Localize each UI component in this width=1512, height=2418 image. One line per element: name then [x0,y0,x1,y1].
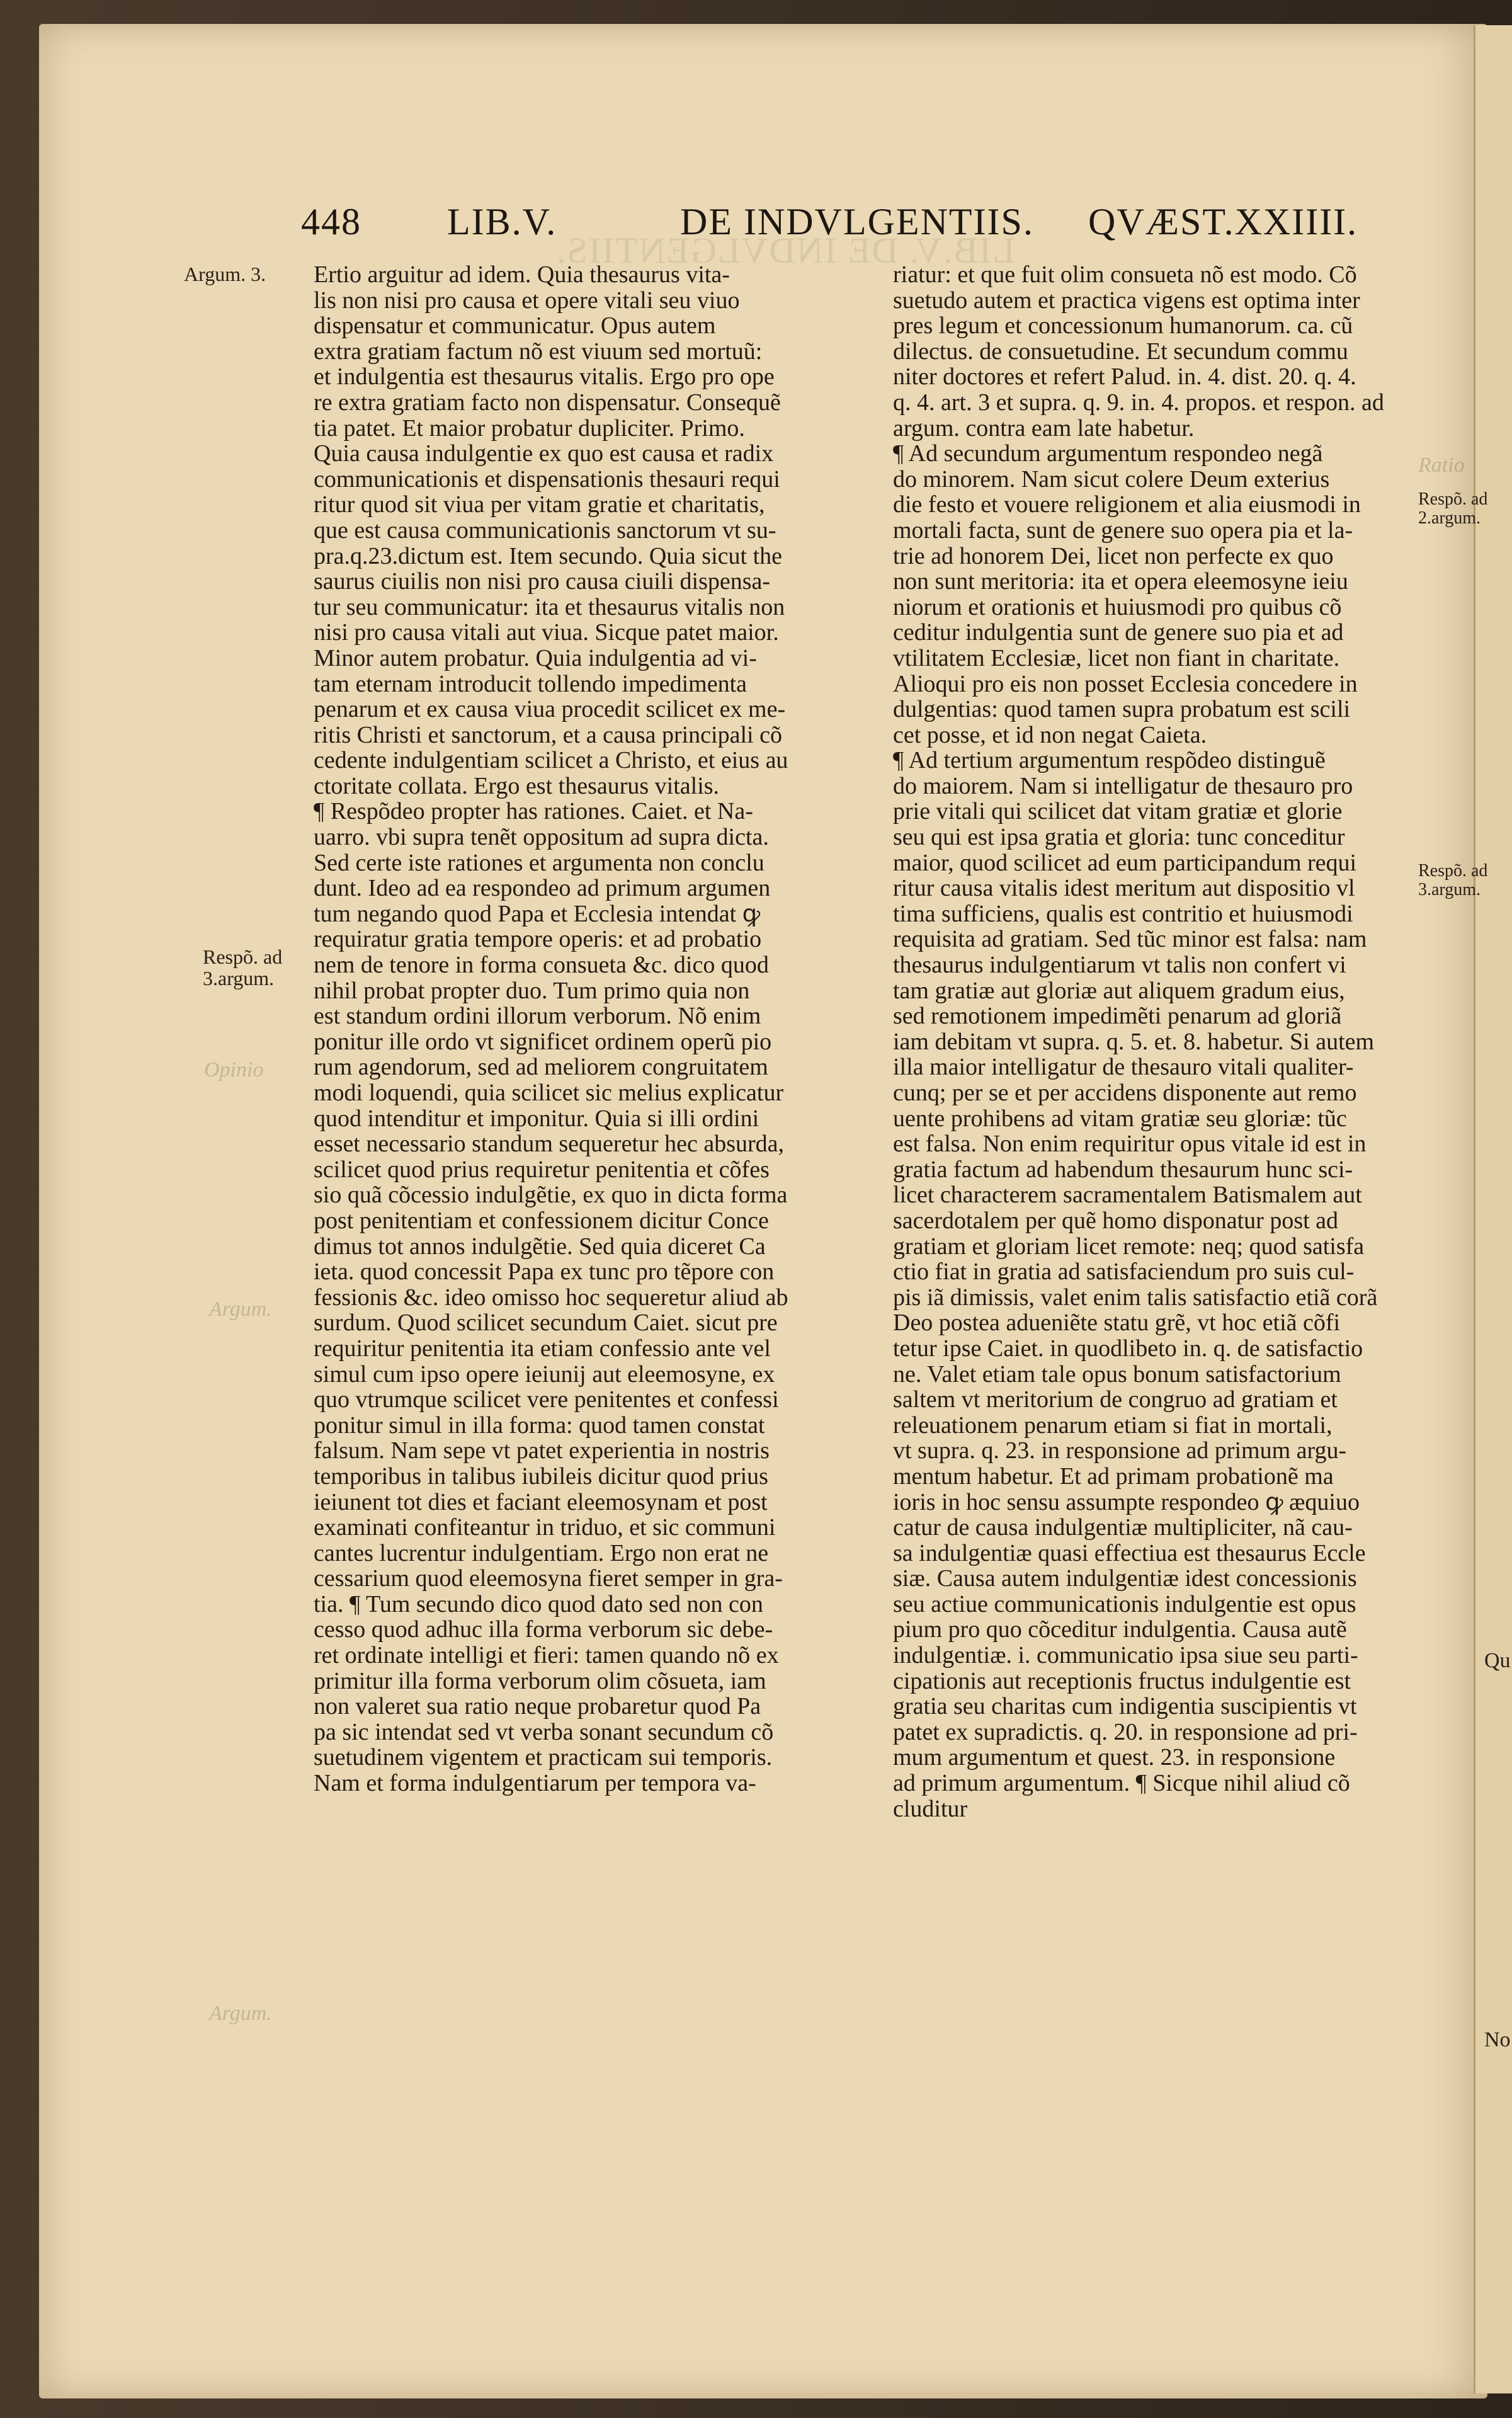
text-line: nihil probat propter duo. Tum primo quia non [314,978,750,1004]
text-line: cluditur [893,1796,968,1822]
section-title: DE INDVLGENTIIS. [680,201,1034,242]
text-line: niter doctores et refert Palud. in. 4. dist. 20. q. 4. [893,364,1356,390]
text-line: ponitur simul in illa forma: quod tamen constat [314,1412,765,1439]
text-line: mortali facta, sunt de genere suo opera pia et la- [893,517,1353,544]
text-line: ritur quod sit viua per vitam gratie et charitatis, [314,492,765,518]
text-line: Nam et forma indulgentiarum per tempora va- [314,1771,756,1796]
text-line: ¶ Respõdeo propter has rationes. Caiet. et Na- [314,799,753,825]
bleed-through-header: LIB.V. DE INDVLGENTIIS. [555,230,1015,271]
text-line: do maiorem. Nam si intelligatur de thesauro pro [893,773,1353,799]
text-line: pis iã dimissis, valet enim talis satisfactio etiã corã [893,1284,1378,1311]
text-line: tima sufficiens, qualis est contritio et huiusmodi [893,901,1353,927]
bleed-through-note: Opinio [204,1058,264,1081]
text-line: patet ex supradictis. q. 20. in responsione ad pri- [893,1719,1358,1745]
margin-note-line: 3.argum. [1418,880,1481,899]
text-line: cedente indulgentiam scilicet a Christo, et eius au [314,748,788,773]
text-line: dispensatur et communicatur. Opus autem [314,313,716,339]
text-line: ¶ Ad tertium argumentum respõdeo distinguẽ [893,748,1326,773]
text-line: seu actiue communicationis indulgentie est opus [893,1591,1356,1617]
text-line: Alioqui pro eis non posset Ecclesia concedere in [893,671,1358,697]
facing-page-fragment: Qu [1484,1649,1511,1672]
text-line: surdum. Quod scilicet secundum Caiet. sicut pre [314,1310,778,1336]
text-line: tia patet. Et maior probatur dupliciter. Primo. [314,415,745,442]
text-line: saurus ciuilis non nisi pro causa ciuili dispensa- [314,569,771,595]
text-line: q. 4. art. 3 et supra. q. 9. in. 4. propos. et respon. ad [893,389,1384,416]
left-text-column [314,262,868,1796]
text-line: tur seu communicatur: ita et thesaurus vitalis non [314,594,785,620]
text-line: non valeret sua ratio neque probaretur quod Pa [314,1694,761,1719]
text-line: scilicet quod prius requiretur penitentia et cõfes [314,1156,770,1183]
text-line: requiratur gratia tempore operis: et ad probatio [314,927,762,953]
text-line: ¶ Ad secundum argumentum respondeo negã [893,441,1323,467]
text-line: primitur illa forma verborum olim cõsueta, iam [314,1668,766,1694]
text-line: ceditur indulgentia sunt de genere suo pia et ad [893,620,1344,646]
text-line: requisita ad gratiam. Sed tũc minor est falsa: nam [893,927,1367,953]
text-line: tum negando quod Papa et Ecclesia intendat ꝙ [314,901,761,927]
text-line: fessionis &c. ideo omisso hoc sequeretur aliud ab [314,1284,788,1311]
text-line: post penitentiam et confessionem dicitur Conce [314,1207,769,1234]
text-line: cesso quod adhuc illa forma verborum sic debe- [314,1617,773,1643]
text-line: saltem vt meritorium de congruo ad gratiam et [893,1387,1338,1413]
text-line: simul cum ipso opere ieiunij aut eleemosyne, ex [314,1361,775,1388]
text-line: esset necessario standum sequeretur hec absurda, [314,1131,785,1157]
book-number: LIB.V. [447,201,557,242]
text-line: et indulgentia est thesaurus vitalis. Ergo pro ope [314,364,775,390]
text-line: gratia factum ad habendum thesaurum hunc sci- [893,1156,1353,1183]
text-line: ioris in hoc sensu assumpte respondeo ꝙ æquiuo [893,1489,1360,1515]
text-line: sio quã cõcessio indulgẽtie, ex quo in dicta forma [314,1182,788,1208]
text-line: siæ. Causa autem indulgentiæ idest concessionis [893,1566,1357,1592]
text-line: pium pro quo cõceditur indulgentia. Causa autẽ [893,1617,1347,1643]
text-line: nem de tenore in forma consueta &c. dico quod [314,952,769,978]
text-line: Minor autem probatur. Quia indulgentia ad vi- [314,645,757,671]
text-line: vt supra. q. 23. in responsione ad primum argu- [893,1438,1347,1464]
text-line: Sed certe iste rationes et argumenta non conclu [314,850,765,876]
text-line: thesaurus indulgentiarum vt talis non confert vi [893,952,1346,978]
margin-note-response [203,946,282,989]
text-line: ritis Christi et sanctorum, et a causa principali cõ [314,722,782,748]
text-line: dunt. Ideo ad ea respondeo ad primum argumen [314,875,771,901]
text-line: re extra gratiam facto non dispensatur. Consequẽ [314,389,781,416]
text-line: maior, quod scilicet ad eum participandum requi [893,850,1357,876]
text-line: ad primum argumentum. ¶ Sicque nihil aliud cõ [893,1771,1350,1796]
text-line: ieiunent tot dies et faciant eleemosynam et post [314,1489,768,1515]
text-line: prie vitali qui scilicet dat vitam gratiæ et glorie [893,799,1343,825]
text-line: requiritur penitentia ita etiam confessio ante vel [314,1335,771,1362]
text-line: pra.q.23.dictum est. Item secundo. Quia sicut the [314,543,782,569]
text-line: uarro. vbi supra tenẽt oppositum ad supra dicta. [314,824,769,850]
text-line: pa sic intendat sed vt verba sonant secundum cõ [314,1719,774,1745]
text-line: cessarium quod eleemosyna fieret semper in gra- [314,1566,783,1592]
text-line: die festo et vouere religionem et alia eiusmodi in [893,492,1361,518]
text-line: seu qui est ipsa gratia et gloria: tunc conceditur [893,824,1345,850]
text-line: mum argumentum et quest. 23. in responsione [893,1745,1336,1771]
text-line: cunq; per se et per accidens disponente aut remo [893,1080,1357,1106]
text-line: indulgentiæ. i. communicatio ipsa siue seu parti- [893,1643,1358,1668]
text-line: temporibus in talibus iubileis dicitur quod prius [314,1463,768,1490]
text-line: que est causa communicationis sanctorum vt su- [314,517,776,544]
text-line: communicationis et dispensationis thesauri requi [314,466,780,493]
text-line: niorum et orationis et huiusmodi pro quibus cõ [893,594,1342,620]
text-line: cet posse, et id non negat Caieta. [893,722,1207,748]
text-line: ctio fiat in gratia ad satisfaciendum pro suis cul- [893,1259,1355,1285]
text-line: ritur causa vitalis idest meritum aut dispositio vl [893,875,1355,901]
text-line: tia. ¶ Tum secundo dico quod dato sed non con [314,1591,763,1617]
text-line: pres legum et concessionum humanorum. ca. cũ [893,313,1353,339]
bleed-through-note: Argum. [209,1297,272,1321]
text-line: vtilitatem Ecclesiæ, licet non fiant in charitate. [893,645,1340,671]
text-line: releuationem penarum etiam si fiat in mortali, [893,1412,1333,1439]
text-line: quod intenditur et imponitur. Quia si illi ordini [314,1105,759,1132]
question-number: QVÆST.XXIIII. [1088,201,1358,242]
text-line: tam eternam introducit tollendo impedimenta [314,671,747,697]
text-line: catur de causa indulgentiæ multipliciter, nã cau- [893,1515,1353,1541]
text-line: illa maior intelligatur de thesauro vitali qualiter- [893,1054,1354,1080]
text-line: gratia seu charitas cum indigentia suscipientis vt [893,1694,1357,1719]
margin-note-line: Respõ. ad [203,945,283,968]
bleed-through-note: Ratio [1418,453,1465,477]
text-line: licet characterem sacramentalem Batismalem aut [893,1182,1362,1208]
text-line: Quia causa indulgentie ex quo est causa et radix [314,441,774,467]
text-line: Ertio arguitur ad idem. Quia thesaurus vita- [314,262,730,288]
page-number: 448 [301,201,361,242]
text-line: argum. contra eam late habetur. [893,415,1195,442]
text-line: dilectus. de consuetudine. Et secundum commu [893,338,1348,365]
text-line: mentum habetur. Et ad primam probationẽ ma [893,1463,1334,1490]
text-line: sed remotionem impedimẽti penarum ad gloriã [893,1003,1342,1029]
text-line: ponitur ille ordo vt significet ordinem operũ pio [314,1029,772,1055]
text-line: Deo postea adueniẽte statu grẽ, vt hoc etiã cõfi [893,1310,1341,1336]
text-line: est falsa. Non enim requiritur opus vitale id est in [893,1131,1367,1157]
text-line: dimus tot annos indulgẽtie. Sed quia diceret Ca [314,1233,766,1260]
running-header [301,200,1365,251]
text-line: extra gratiam factum nõ est viuum sed mortuũ: [314,338,763,365]
text-line: modi loquendi, quia scilicet sic melius explicatur [314,1080,784,1106]
facing-page-edge [1474,25,1512,2393]
text-line: tam gratiæ aut gloriæ aut aliquem gradum eius, [893,978,1345,1004]
text-line: ne. Valet etiam tale opus bonum satisfactorium [893,1361,1341,1388]
text-line: sa indulgentiæ quasi effectiua est thesaurus Eccle [893,1540,1366,1566]
text-line: cipationis aut receptionis fructus indulgentie est [893,1668,1351,1694]
text-line: ctoritate collata. Ergo est thesaurus vitalis. [314,773,720,799]
text-line: examinati confiteantur in triduo, et sic communi [314,1515,776,1541]
text-line: lis non nisi pro causa et opere vitali seu viuo [314,287,740,314]
text-line: tetur ipse Caiet. in quodlibeto in. q. de satisfactio [893,1335,1363,1362]
text-line: est standum ordini illorum verborum. Nõ enim [314,1003,761,1029]
text-line: suetudinem vigentem et practicam sui temporis. [314,1745,773,1771]
text-line: quo vtrumque scilicet vere penitentes et confessi [314,1387,779,1413]
text-line: gratiam et gloriam licet remote: neq; quod satisfa [893,1233,1365,1260]
text-line: non sunt meritoria: ita et opera eleemosyne ieiu [893,569,1348,595]
margin-note-line: Respõ. ad [1418,861,1488,881]
text-line: sacerdotalem per quẽ homo disponatur post ad [893,1207,1339,1234]
margin-note-argument: Argum. 3. [184,263,266,285]
text-line: cantes lucrentur indulgentiam. Ergo non erat ne [314,1540,769,1566]
margin-note-line: 3.argum. [203,967,275,989]
text-line: penarum et ex causa viua procedit scilicet ex me- [314,697,786,722]
text-line: uente prohibens ad vitam gratiæ seu gloriæ: tũc [893,1105,1347,1132]
text-line: nisi pro causa vitali aut viua. Sicque patet maior. [314,620,779,646]
right-text-column [893,262,1431,1822]
bleed-through-note: Argum. [209,2002,272,2025]
text-line: ret ordinate intelligi et fieri: tamen quando nõ ex [314,1643,779,1668]
text-line: riatur: et que fuit olim consueta nõ est modo. Cõ [893,262,1357,288]
text-line: rum agendorum, sed ad meliorem congruitatem [314,1054,768,1080]
text-line: trie ad honorem Dei, licet non perfecte ex quo [893,543,1334,569]
text-line: do minorem. Nam sicut colere Deum exterius [893,466,1330,493]
text-line: falsum. Nam sepe vt patet experientia in nostris [314,1438,770,1464]
text-line: iam debitam vt supra. q. 5. et. 8. habetur. Si autem [893,1029,1375,1055]
margin-note-line: 2.argum. [1418,508,1481,528]
text-line: dulgentias: quod tamen supra probatum est scili [893,697,1351,722]
margin-note-line: Respõ. ad [1418,489,1488,509]
text-line: ieta. quod concessit Papa ex tunc pro tẽpore con [314,1259,775,1285]
facing-page-fragment: No [1484,2028,1511,2051]
text-line: suetudo autem et practica vigens est optima inter [893,287,1360,314]
